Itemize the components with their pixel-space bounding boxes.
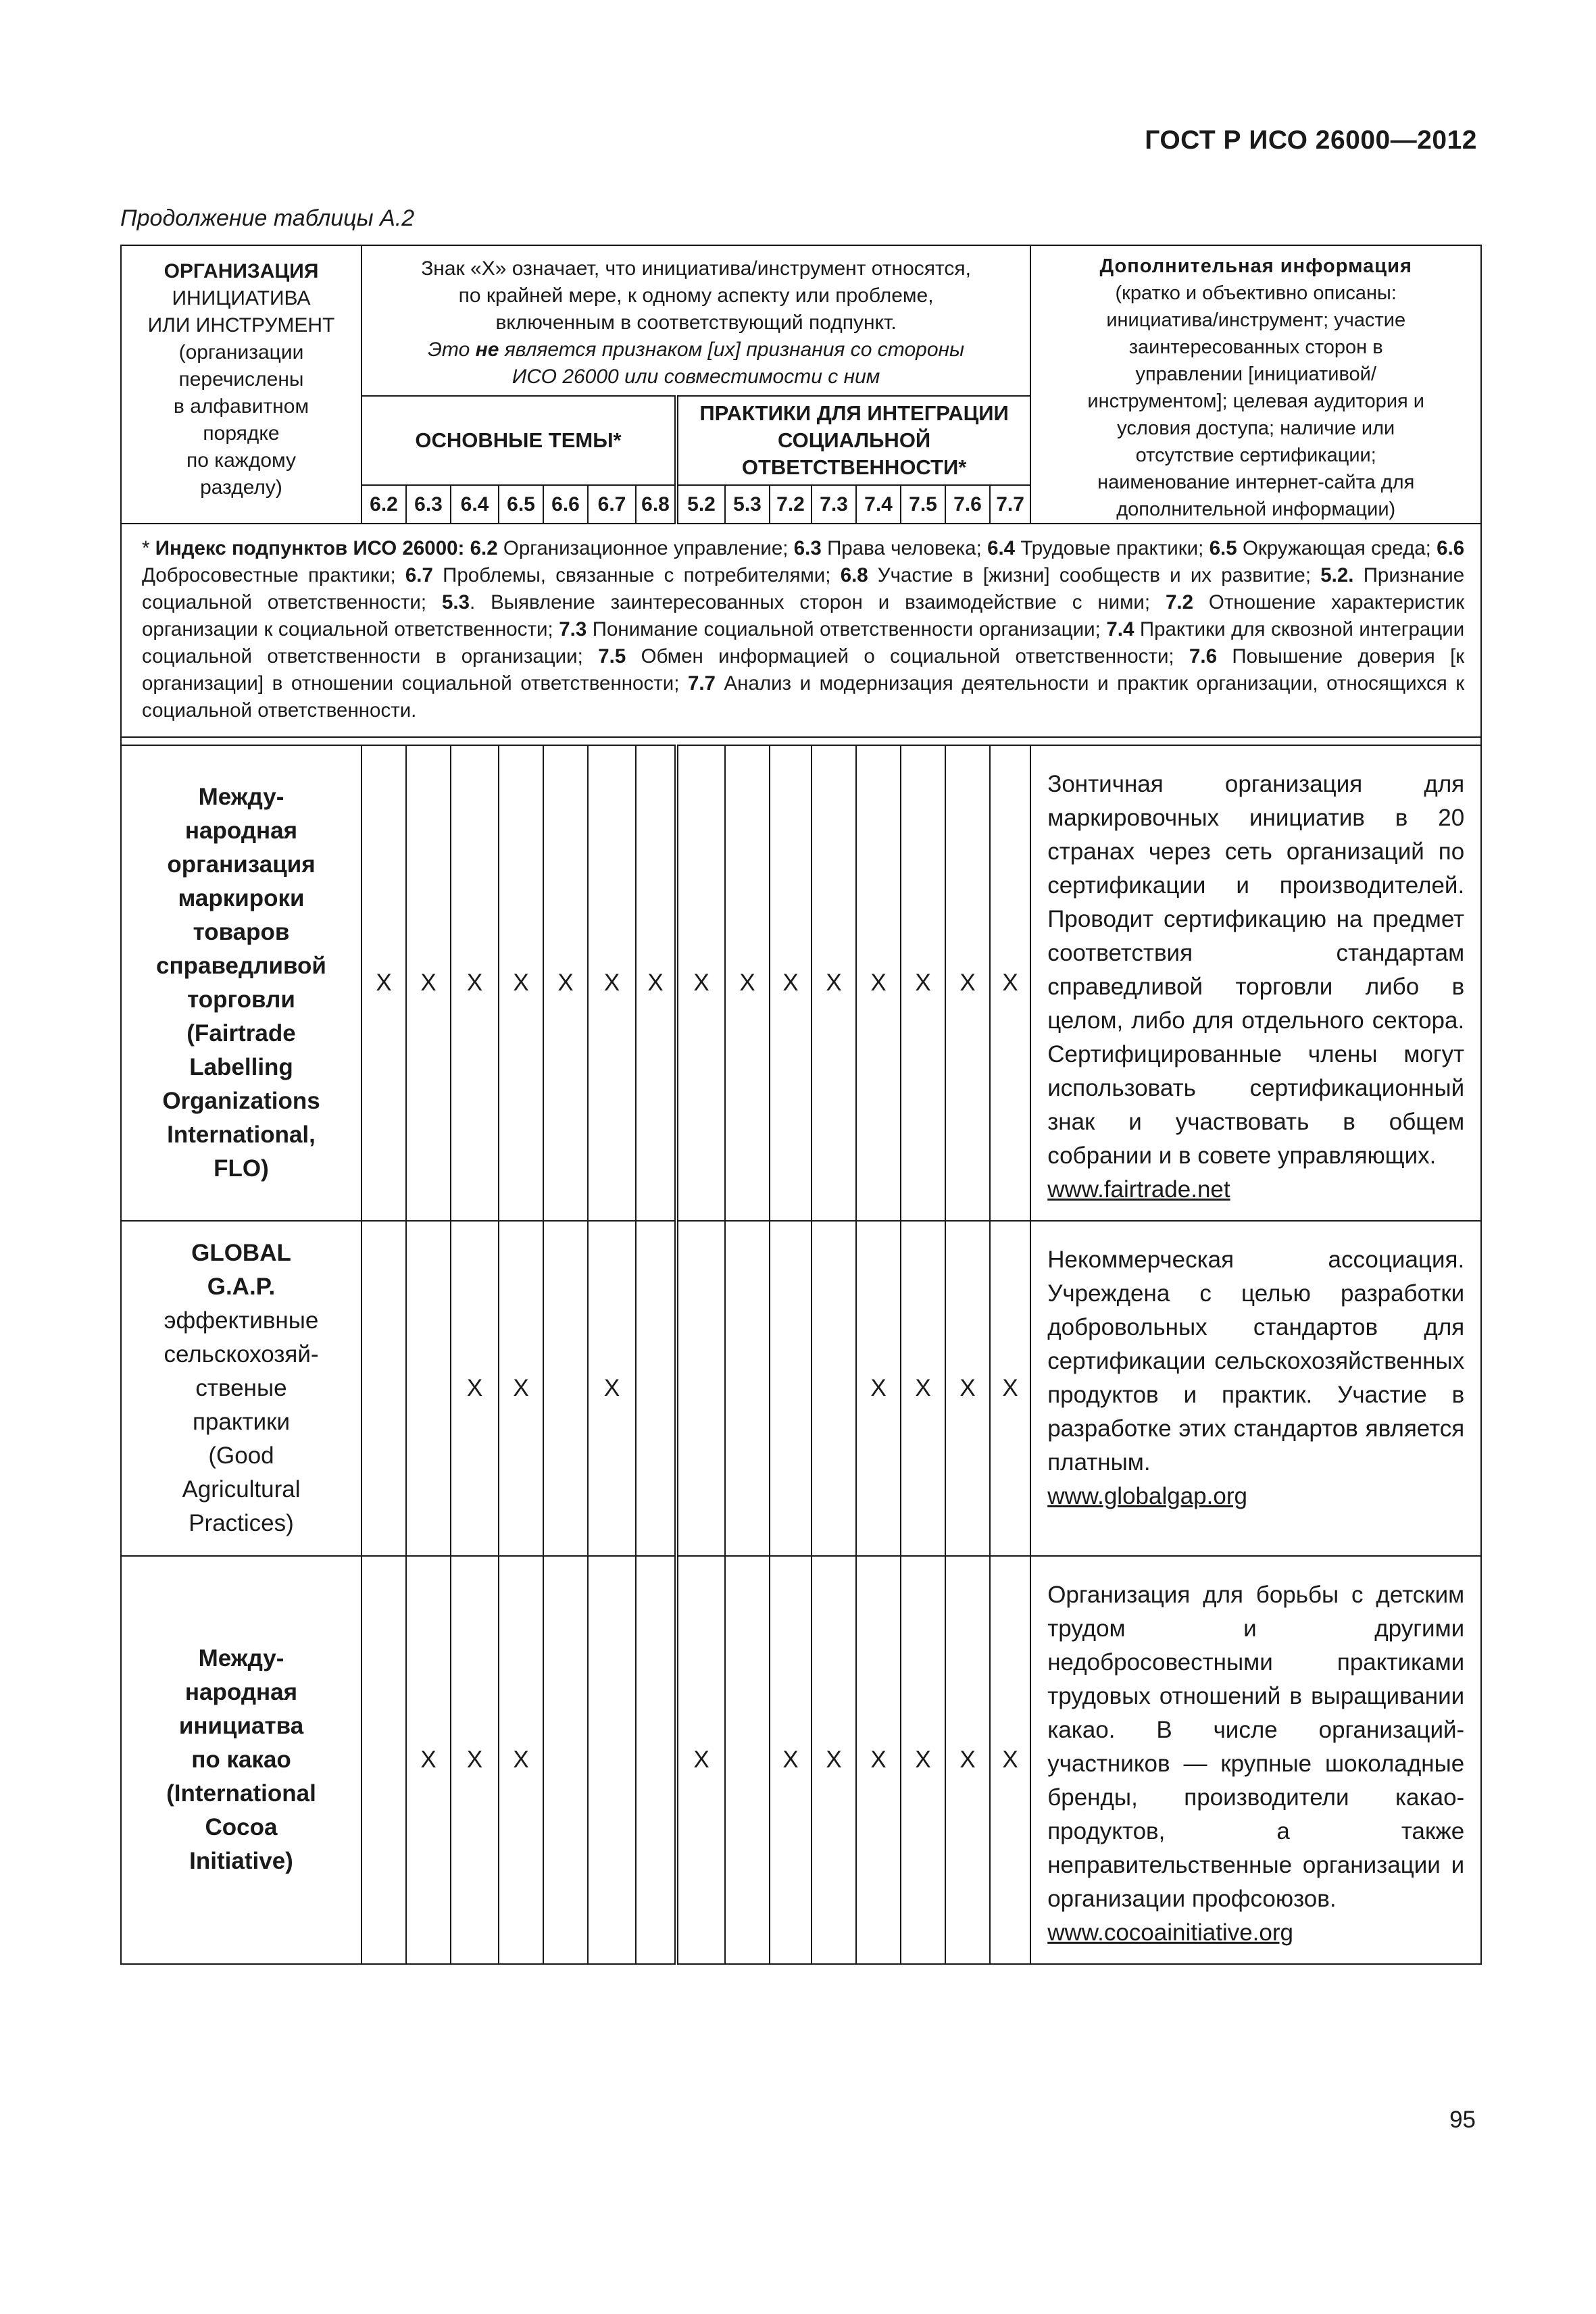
table-divider (121, 737, 1481, 745)
footnote-segment: Признание социальной ответственности; (142, 564, 1465, 613)
organization-name (121, 745, 361, 1221)
x-mark: Х (376, 970, 392, 996)
applicability-cell (636, 745, 676, 1221)
footnote-bold-segment: 6.6 (1437, 537, 1465, 559)
organization-name-line: (Fairtrade (186, 1020, 296, 1047)
applicability-cell (406, 745, 451, 1221)
applicability-cell (856, 1556, 901, 1964)
x-mark: Х (959, 1375, 976, 1401)
x-mark: Х (1002, 970, 1018, 996)
org-header-line1: ОРГАНИЗАЦИЯ (164, 260, 319, 282)
subclause-footnote (121, 524, 1481, 737)
sign-note-italic-text: Это (428, 338, 476, 361)
applicability-cell (725, 745, 770, 1221)
organization-name-line: GLOBAL (191, 1240, 291, 1266)
x-mark: Х (870, 970, 887, 996)
applicability-cell (451, 1221, 499, 1556)
subclause-header-core: 6.8 (636, 485, 676, 524)
organization-name-line: по какао (191, 1746, 291, 1773)
organization-name-line: народная (184, 1679, 298, 1705)
footnote-bold-segment: 7.7 (687, 672, 716, 695)
additional-info (1030, 745, 1481, 1221)
org-header-text: перечислены (178, 368, 304, 391)
organization-name-line: народная (184, 818, 298, 844)
x-mark: Х (603, 970, 620, 996)
x-mark: Х (420, 970, 437, 996)
organization-name-line: Initiative) (189, 1848, 293, 1874)
footnote-segment: Участие в [жизни] сообществ и их развитие; (868, 564, 1321, 586)
org-header-text: разделу) (200, 476, 282, 499)
org-header-text: по каждому (186, 449, 296, 472)
subclause-header-core: 6.5 (499, 485, 543, 524)
subclause-header-core: 6.2 (361, 485, 406, 524)
initiatives-table (120, 245, 1482, 1965)
x-mark: Х (782, 1746, 799, 1773)
x-mark: Х (693, 1746, 709, 1773)
applicability-cell (770, 745, 812, 1221)
organization-name-line: маркироки (178, 885, 305, 911)
organization-name-line: ственые (195, 1375, 287, 1401)
applicability-cell (361, 1221, 406, 1556)
info-text: Зонтичная организация для маркировочных инициатив в 20 странах через сеть организаций по сертификации и производителей. Проводит сертификацию на предмет соответствия стандартам справедливой торговли либо в целом, либо для отдельного сектора. Сертифицированные члены могут использовать сертификационный знак и участвовать в общем собрании и в совете управляющих. (1047, 771, 1465, 1169)
sign-note-italic (362, 336, 1030, 363)
organization-name-line: практики (192, 1409, 291, 1435)
applicability-cell (901, 745, 945, 1221)
subclause-header-practice: 5.3 (725, 485, 770, 524)
applicability-cell (812, 1221, 856, 1556)
footnote-bold-segment: Индекс подпунктов ИСО 26000: 6.2 (155, 537, 498, 559)
applicability-cell (361, 1556, 406, 1964)
extra-header-line: дополнительной информации) (1116, 499, 1396, 520)
x-mark: Х (647, 970, 664, 996)
table-caption: Продолжение таблицы А.2 (120, 205, 415, 231)
applicability-cell (901, 1221, 945, 1556)
subclause-header-practice: 7.3 (812, 485, 856, 524)
x-mark: Х (466, 970, 483, 996)
applicability-cell (499, 1556, 543, 1964)
x-mark: Х (603, 1375, 620, 1401)
org-header-line3: ИЛИ ИНСТРУМЕНТ (147, 314, 335, 336)
additional-info (1030, 1556, 1481, 1964)
applicability-cell (543, 745, 588, 1221)
applicability-cell (543, 1221, 588, 1556)
footnote-segment: Организационное управление; (497, 537, 794, 559)
organization-name-line: G.A.P. (207, 1274, 276, 1300)
subclause-header-practice: 5.2 (676, 485, 725, 524)
footnote-segment: Повышение доверия [к организации] в отношении социальной ответственности; (142, 645, 1465, 695)
x-mark: Х (693, 970, 709, 996)
org-header-text: (организации (178, 341, 304, 363)
organization-name-line: товаров (193, 919, 290, 945)
x-mark: Х (959, 1746, 976, 1773)
applicability-cell (812, 1556, 856, 1964)
practices-header-line: ПРАКТИКИ ДЛЯ ИНТЕГРАЦИИ (699, 401, 1009, 426)
organization-name-line: Organizations (162, 1088, 320, 1114)
organization-name-line: Между- (198, 784, 284, 810)
subclause-header-practice: 7.7 (990, 485, 1030, 524)
footnote-bold-segment: 6.5 (1209, 537, 1237, 559)
footnote-bold-segment: 6.4 (987, 537, 1016, 559)
footnote-segment: Добросовестные практики; (142, 564, 405, 586)
organization-name-line: торговли (187, 986, 295, 1013)
subclause-header-practice: 7.5 (901, 485, 945, 524)
footnote-segment: Понимание социальной ответственности организации; (587, 618, 1107, 640)
applicability-cell (770, 1221, 812, 1556)
applicability-cell (451, 745, 499, 1221)
extra-header-line: управлении [инициативой/ (1135, 363, 1376, 385)
x-mark: Х (826, 970, 842, 996)
table-row (121, 1221, 1481, 1556)
extra-header-line: инициатива/инструмент; участие (1106, 309, 1406, 331)
applicability-cell (856, 745, 901, 1221)
practices-header-line: СОЦИАЛЬНОЙ (777, 428, 931, 453)
organization-name-line: International, (167, 1122, 316, 1148)
applicability-cell (543, 1556, 588, 1964)
organization-name-line: (International (166, 1780, 316, 1807)
core-subjects-header: ОСНОВНЫЕ ТЕМЫ* (361, 396, 676, 485)
applicability-cell (990, 745, 1030, 1221)
x-mark: Х (870, 1746, 887, 1773)
website-link[interactable]: www.globalgap.org (1047, 1483, 1247, 1509)
x-mark: Х (513, 1746, 529, 1773)
footnote-segment: Отношение характеристик организации к социальной ответственности; (142, 591, 1465, 640)
x-mark: Х (466, 1375, 483, 1401)
extra-header-line: инструментом]; целевая аудитория и (1087, 391, 1424, 412)
applicability-cell (676, 1221, 725, 1556)
org-header-rest (122, 339, 361, 501)
footnote-bold-segment: 5.3 (441, 591, 470, 613)
applicability-cell (361, 745, 406, 1221)
practices-header (676, 396, 1030, 485)
applicability-cell (990, 1221, 1030, 1556)
organization-name-line: организация (167, 851, 316, 878)
x-mark: Х (782, 970, 799, 996)
column-header-organization (121, 245, 361, 524)
applicability-cell (770, 1556, 812, 1964)
extra-header-line: условия доступа; наличие или (1117, 418, 1395, 439)
extra-header-line: наименование интернет-сайта для (1097, 472, 1415, 493)
website-link[interactable]: www.fairtrade.net (1047, 1176, 1230, 1203)
footnote-bold-segment: 6.7 (405, 564, 433, 586)
org-header-line2: ИНИЦИАТИВА (172, 287, 311, 309)
footnote-bold-segment: 7.4 (1106, 618, 1134, 640)
applicability-cell (499, 1221, 543, 1556)
organization-name-line: сельскохозяй- (164, 1341, 319, 1367)
footnote-segment: Анализ и модернизация деятельности и практик организации, относящихся к социальной ответственности. (142, 672, 1465, 722)
website-link[interactable]: www.cocoainitiative.org (1047, 1919, 1293, 1946)
organization-name-line: Agricultural (182, 1476, 301, 1503)
extra-header-title: Дополнительная информация (1099, 255, 1412, 277)
footnote-bold-segment: 7.2 (1166, 591, 1194, 613)
subclause-header-core: 6.4 (451, 485, 499, 524)
organization-name-line: Practices) (189, 1510, 294, 1536)
x-mark: Х (915, 970, 931, 996)
extra-header-line: (кратко и объективно описаны: (1115, 282, 1397, 304)
applicability-cell (588, 745, 636, 1221)
x-mark: Х (870, 1375, 887, 1401)
applicability-cell (945, 1221, 990, 1556)
table-row (121, 1556, 1481, 1964)
info-text: Организация для борьбы с детским трудом и другими недобросовестными практиками трудовых отношений в выращивании какао. В числе организаций-участников — крупные шоколадные бренды, производители какао-продуктов, а также неправительственные организации и организации профсоюзов. (1047, 1582, 1465, 1912)
x-mark: Х (557, 970, 574, 996)
sign-explanation (361, 245, 1030, 396)
subclause-header-practice: 7.6 (945, 485, 990, 524)
subclause-header-core: 6.7 (588, 485, 636, 524)
extra-header-line: отсутствие сертификации; (1135, 445, 1376, 466)
footnote-segment: . Выявление заинтересованных сторон и взаимодействие с ними; (470, 591, 1166, 613)
practices-header-line: ОТВЕТСТВЕННОСТИ* (741, 455, 967, 480)
subclause-header-core: 6.6 (543, 485, 588, 524)
footnote-segment: Практики для сквозной интеграции социальной ответственности в организации; (142, 618, 1465, 668)
x-mark: Х (513, 970, 529, 996)
footnote-bold-segment: 7.6 (1189, 645, 1218, 668)
applicability-cell (945, 745, 990, 1221)
organization-name-line: FLO) (214, 1155, 269, 1182)
applicability-cell (588, 1556, 636, 1964)
column-header-additional-info (1030, 245, 1481, 524)
footnote-bold-segment: 5.2. (1320, 564, 1354, 586)
applicability-cell (588, 1221, 636, 1556)
x-mark: Х (959, 970, 976, 996)
applicability-cell (406, 1556, 451, 1964)
footnote-bold-segment: 7.5 (598, 645, 626, 668)
applicability-cell (406, 1221, 451, 1556)
applicability-cell (812, 745, 856, 1221)
applicability-cell (451, 1556, 499, 1964)
table-row (121, 745, 1481, 1221)
applicability-cell (676, 1556, 725, 1964)
sign-note-italic-text: является признаком [их] признания со стороны (499, 338, 965, 361)
subclause-header-practice: 7.2 (770, 485, 812, 524)
applicability-cell (636, 1556, 676, 1964)
applicability-cell (990, 1556, 1030, 1964)
applicability-cell (676, 745, 725, 1221)
applicability-cell (856, 1221, 901, 1556)
x-mark: Х (1002, 1746, 1018, 1773)
x-mark: Х (466, 1746, 483, 1773)
x-mark: Х (1002, 1375, 1018, 1401)
organization-name-line: Labelling (189, 1054, 293, 1080)
organization-name-line: инициатва (178, 1713, 304, 1739)
organization-name-line: справедливой (156, 953, 326, 979)
organization-name-line: Между- (198, 1645, 284, 1671)
footnote-bold-segment: 7.3 (559, 618, 587, 640)
applicability-cell (945, 1556, 990, 1964)
org-header-text: порядке (203, 422, 280, 445)
footnote-bold-segment: 6.3 (793, 537, 822, 559)
standard-code: ГОСТ Р ИСО 26000—2012 (1145, 126, 1477, 155)
footnote-segment: Трудовые практики; (1015, 537, 1210, 559)
applicability-cell (901, 1556, 945, 1964)
x-mark: Х (420, 1746, 437, 1773)
additional-info (1030, 1221, 1481, 1556)
footnote-segment: Обмен информацией о социальной ответственности; (626, 645, 1190, 668)
footnote-bold-segment: 6.8 (840, 564, 868, 586)
info-text: Некоммерческая ассоциация. Учреждена с целью разработки добровольных стандартов для сертификации сельскохозяйственных продуктов и практик. Участие в разработке этих стандартов является платным. (1047, 1247, 1465, 1476)
applicability-cell (499, 745, 543, 1221)
organization-name-line: эффективные (164, 1307, 319, 1334)
extra-header-line: заинтересованных сторон в (1128, 336, 1383, 358)
sign-note-italic-bold: не (475, 338, 499, 361)
x-mark: Х (826, 1746, 842, 1773)
footnote-segment: * (142, 537, 155, 559)
sign-note-line: Знак «Х» означает, что инициатива/инструмент относятся, (421, 257, 972, 280)
sign-note-line: включенным в соответствующий подпункт. (495, 311, 897, 334)
applicability-cell (725, 1221, 770, 1556)
footnote-segment: Права человека; (821, 537, 988, 559)
subclause-header-core: 6.3 (406, 485, 451, 524)
subclause-header-practice: 7.4 (856, 485, 901, 524)
x-mark: Х (915, 1746, 931, 1773)
sign-note-italic-line2: ИСО 26000 или совместимости с ним (512, 366, 880, 388)
footnote-segment: Проблемы, связанные с потребителями; (432, 564, 841, 586)
x-mark: Х (739, 970, 755, 996)
organization-name (121, 1556, 361, 1964)
sign-note-line: по крайней мере, к одному аспекту или проблеме, (458, 284, 934, 307)
organization-name-line: Cocoa (205, 1814, 278, 1840)
applicability-cell (636, 1221, 676, 1556)
org-header-text: в алфавитном (173, 395, 309, 418)
page-number: 95 (1449, 2107, 1476, 2133)
footnote-segment: Окружающая среда; (1237, 537, 1437, 559)
organization-name (121, 1221, 361, 1556)
x-mark: Х (915, 1375, 931, 1401)
x-mark: Х (513, 1375, 529, 1401)
applicability-cell (725, 1556, 770, 1964)
organization-name-line: (Good (208, 1442, 274, 1469)
